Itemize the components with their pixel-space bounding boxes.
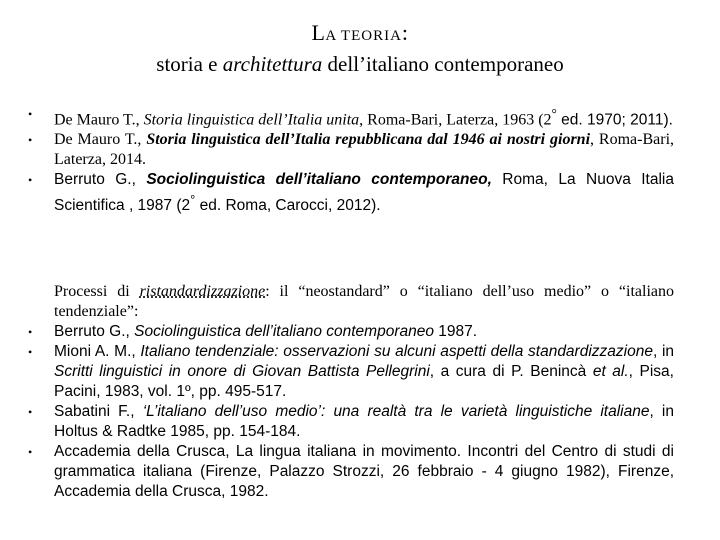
reference-item xyxy=(24,104,674,130)
ref-degree: ° xyxy=(190,192,196,208)
ref-author: Sabatini F., xyxy=(54,403,143,420)
ref-author: Berruto G., xyxy=(54,323,135,340)
subtitle-part: dell’italiano contemporaneo xyxy=(322,52,564,76)
ref-degree: ° xyxy=(551,106,557,121)
title-initial: L xyxy=(311,20,326,45)
ref-author: Berruto G., xyxy=(54,171,147,189)
heading-part: : il “neostandard” o “italiano dell’uso medio” o “italiano tendenziale”: xyxy=(54,283,674,320)
ref-title: Sociolinguistica dell’italiano contemporaneo xyxy=(134,323,434,340)
reference-item xyxy=(24,442,674,502)
slide-title xyxy=(0,20,720,46)
ref-volume-title: Scritti linguistici in onore di Giovan Battista Pellegrini xyxy=(54,363,430,380)
reference-item xyxy=(24,130,674,170)
ref-info: , Roma-Bari, Laterza, 1963 (2 xyxy=(359,111,552,129)
subtitle-part: storia e xyxy=(156,52,223,76)
section-heading xyxy=(24,282,674,322)
ref-info: , Pisa, Pacini, 1983, vol. 1º, pp. 495-517. xyxy=(54,363,674,400)
ref-title: ‘L’italiano dell’uso medio’: una realtà tra le varietà linguistiche italiane xyxy=(142,403,650,420)
ref-title: Storia linguistica dell’Italia unita xyxy=(143,111,360,129)
ref-info: 1987. xyxy=(433,323,478,340)
ref-info: , a cura di P. Benincà xyxy=(429,363,593,380)
ref-info: , Roma-Bari, Laterza, 2014. xyxy=(54,131,675,169)
reference-list-1 xyxy=(24,104,674,216)
reference-list-2 xyxy=(24,282,674,502)
ref-info: ed. 1970; 2011). xyxy=(556,111,673,129)
title-colon: : xyxy=(401,20,409,45)
reference-item xyxy=(24,170,674,216)
slide-subtitle xyxy=(0,52,720,77)
heading-part: Processi di xyxy=(54,283,140,300)
ref-title: Storia linguistica dell’Italia repubblicana dal 1946 ai nostri giorni xyxy=(146,131,591,149)
ref-author: De Mauro T., xyxy=(54,111,144,129)
ref-info: ed. Roma, Carocci, 2012). xyxy=(195,197,381,215)
reference-item xyxy=(24,402,674,442)
ref-author: De Mauro T., xyxy=(54,131,147,149)
ref-title: Italiano tendenziale: osservazioni su alcuni aspetti della standardizzazione xyxy=(140,343,653,360)
title-smallcaps: A TEORIA xyxy=(325,28,402,44)
ref-text: Accademia della Crusca, La lingua italiana in movimento. Incontri del Centro di studi di grammatica italiana (Firenze, Palazzo Strozzi, 26 febbraio - 4 giugno 1982), Firenze, Accademia della Crusca, 1982. xyxy=(54,443,674,500)
reference-item xyxy=(24,322,674,342)
ref-info: , in xyxy=(652,343,675,360)
ref-info: , in Holtus & Radtke 1985, pp. 154-184. xyxy=(54,403,674,440)
heading-italic: ristandardizzazione xyxy=(139,283,266,300)
ref-info: Roma, La Nuova Italia Scientifica , 1987 (2 xyxy=(54,171,674,215)
ref-author: Mioni A. M., xyxy=(54,343,141,360)
ref-title: Sociolinguistica dell’italiano contemporaneo, xyxy=(146,171,492,189)
subtitle-italic: architettura xyxy=(222,52,323,76)
reference-item xyxy=(24,342,674,402)
ref-etal: et al. xyxy=(592,363,629,380)
